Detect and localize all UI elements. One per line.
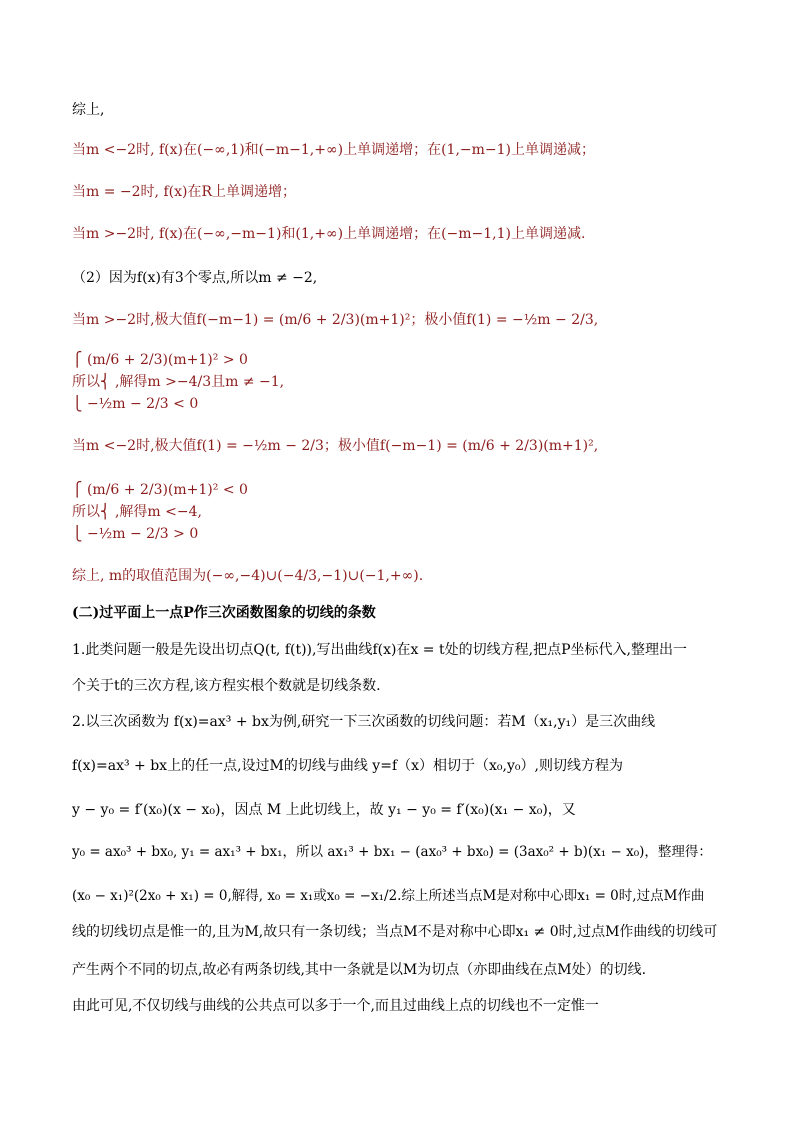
- case-a-system-line1: ⎧ (m/6 + 2/3)(m+1)² > 0: [72, 352, 248, 368]
- para2-line2: f(x)=ax³ + bx上的任一点,设过M的切线与曲线 y=f（x）相切于（x₀,y₀）,则切线方程为: [72, 758, 623, 774]
- monotonic-case-m-less-neg2: 当m <−2时, f(x)在(−∞,1)和(−m−1,+∞)上单调递增；在(1,−m−1)上单调递减；: [72, 142, 596, 158]
- case-b-system-line2: ⎩ −½m − 2/3 > 0: [72, 526, 199, 542]
- case-b-system-label: 所以⎨ ,解得m <−4,: [72, 504, 202, 520]
- case-b-system-line1: ⎧ (m/6 + 2/3)(m+1)² < 0: [72, 482, 248, 498]
- para1-line1: 1.此类问题一般是先设出切点Q(t, f(t)),写出曲线f(x)在x = t处的切线方程,把点P坐标代入,整理出一: [72, 642, 687, 658]
- para2-line6: 线的切线切点是惟一的,且为M,故只有一条切线；当点M不是对称中心即x₁ ≠ 0时,过点M作曲线的切线可: [72, 924, 718, 940]
- case-b-extrema: 当m <−2时,极大值f(1) = −½m − 2/3；极小值f(−m−1) = (m/6 + 2/3)(m+1)²,: [72, 438, 599, 454]
- para2-line5: (x₀ − x₁)²(2x₀ + x₁) = 0,解得, x₀ = x₁或x₀ = −x₁/2.综上所述当点M是对称中心即x₁ = 0时,过点M作曲: [72, 888, 705, 904]
- para1-line2: 个关于t的三次方程,该方程实根个数就是切线条数.: [72, 678, 381, 694]
- case-a-system-line2: ⎩ −½m − 2/3 < 0: [72, 396, 199, 412]
- case-a-extrema: 当m >−2时,极大值f(−m−1) = (m/6 + 2/3)(m+1)²；极小值f(1) = −½m − 2/3,: [72, 312, 599, 328]
- case-a-system-label: 所以⎨ ,解得m >−4/3且m ≠ −1,: [72, 374, 285, 390]
- monotonic-case-m-eq-neg2: 当m = −2时, f(x)在R上单调递增；: [72, 184, 296, 200]
- part2-intro: （2）因为f(x)有3个零点,所以m ≠ −2,: [72, 270, 318, 286]
- section-heading: (二)过平面上一点P作三次函数图象的切线的条数: [72, 605, 376, 621]
- para3-line1: 由此可见,不仅切线与曲线的公共点可以多于一个,而且过曲线上点的切线也不一定惟一: [72, 998, 599, 1014]
- summary-label: 综上,: [72, 102, 105, 118]
- para2-line1: 2.以三次函数为 f(x)=ax³ + bx为例,研究一下三次函数的切线问题：若M（x₁,y₁）是三次曲线: [72, 714, 656, 730]
- para2-line7: 产生两个不同的切点,故必有两条切线,其中一条就是以M为切点（亦即曲线在点M处）的切线.: [72, 962, 647, 978]
- monotonic-case-m-greater-neg2: 当m >−2时, f(x)在(−∞,−m−1)和(1,+∞)上单调递增；在(−m−1,1)上单调递减.: [72, 226, 586, 242]
- para2-line4: y₀ = ax₀³ + bx₀, y₁ = ax₁³ + bx₁，所以 ax₁³ + bx₁ − (ax₀³ + bx₀) = (3ax₀² + b)(x₁ − x₀)，整理得：: [72, 844, 712, 860]
- range-conclusion: 综上, m的取值范围为(−∞,−4)∪(−4/3,−1)∪(−1,+∞).: [72, 568, 424, 584]
- para2-line3: y − y₀ = f′(x₀)(x − x₀)，因点 M 上此切线上，故 y₁ − y₀ = f′(x₀)(x₁ − x₀)，又: [72, 802, 576, 818]
